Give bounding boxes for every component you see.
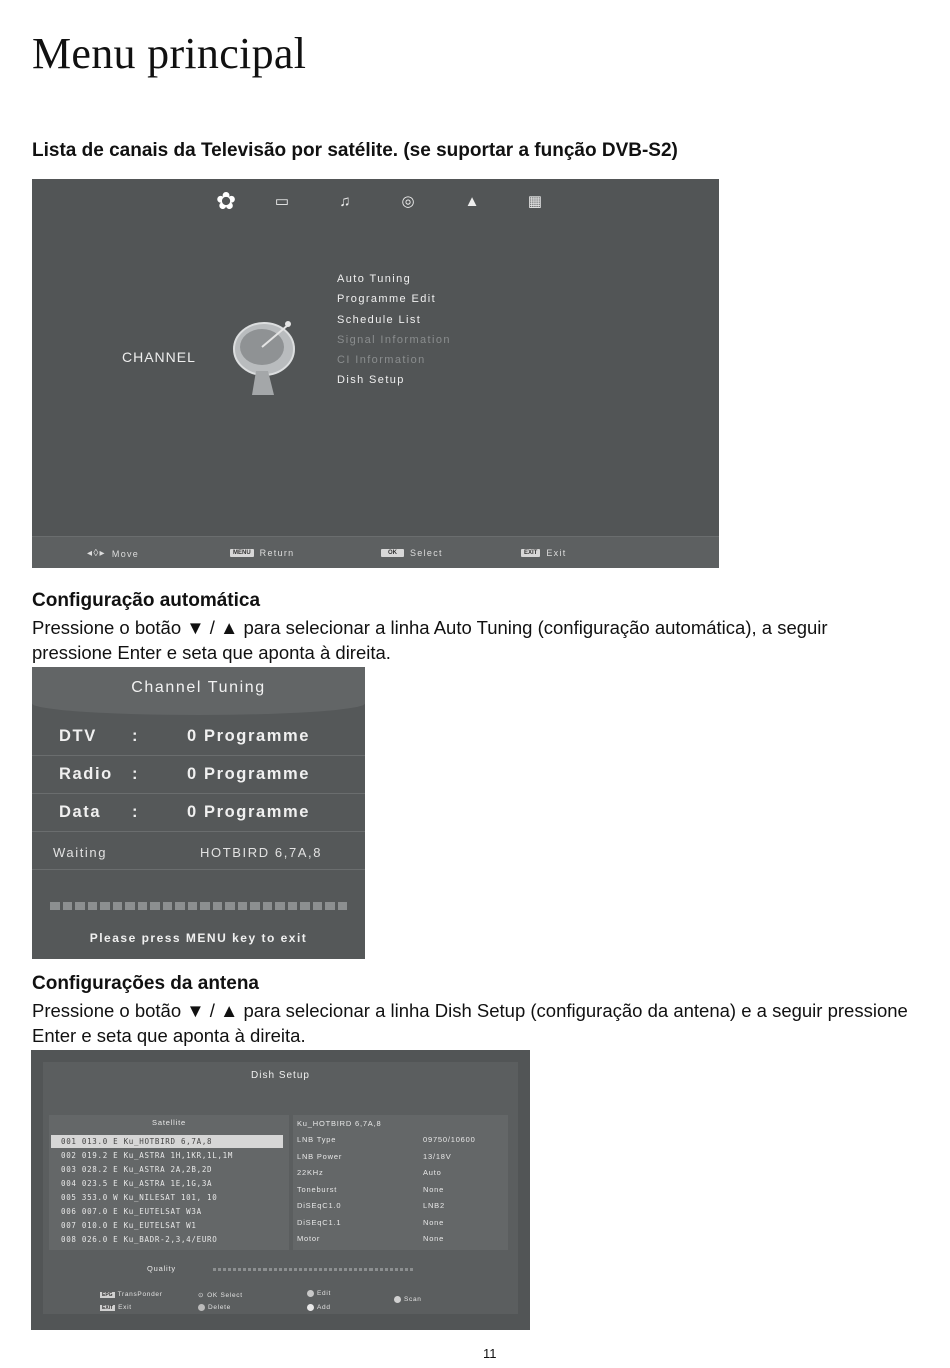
progress-segment — [213, 902, 223, 910]
quality-segment — [284, 1268, 287, 1271]
row-separator: : — [132, 765, 140, 783]
dpad-icon: ◂◊▸ — [87, 548, 106, 559]
quality-segment — [369, 1268, 372, 1271]
quality-segment — [344, 1268, 347, 1271]
param-key: Toneburst — [297, 1184, 338, 1194]
progress-segment — [150, 902, 160, 910]
param-header — [293, 1116, 508, 1132]
progress-segment — [88, 902, 98, 910]
quality-segment — [390, 1268, 393, 1271]
section-text-dish-setup: Pressione o botão ▼ / ▲ para selecionar a linha Dish Setup (configuração da antena) e a seguir pressione Enter e seta que aponta à direita. — [32, 1000, 908, 1046]
quality-segment — [304, 1268, 307, 1271]
scan-button-icon — [394, 1296, 401, 1303]
progress-segment — [138, 902, 148, 910]
section-heading-channel-list: Lista de canais da Televisão por satélite. (se suportar a função DVB-S2) — [32, 140, 678, 161]
section-heading-dish-setup: Configurações da antena — [32, 973, 259, 994]
list-item[interactable]: 005 353.0 W Ku_NILESAT 101, 10 — [61, 1193, 218, 1202]
progress-segment — [50, 902, 60, 910]
param-row[interactable] — [293, 1132, 508, 1148]
hint-add — [307, 1304, 331, 1311]
tuning-row-data — [32, 794, 365, 832]
progress-segment — [300, 902, 310, 910]
progress-segment — [63, 902, 73, 910]
quality-label: Quality — [147, 1264, 176, 1273]
quality-segment — [289, 1268, 292, 1271]
quality-segment — [294, 1268, 297, 1271]
gear-icon[interactable]: ✿ — [215, 187, 237, 215]
row-separator: : — [132, 803, 140, 821]
monitor-icon[interactable]: ▭ — [274, 193, 290, 210]
quality-segment — [400, 1268, 403, 1271]
quality-segment — [359, 1268, 362, 1271]
row-label: Data — [59, 803, 102, 821]
hint-move-label: Move — [111, 548, 140, 559]
quality-segment — [279, 1268, 282, 1271]
dish-hint-bar — [31, 1284, 530, 1330]
channel-tuning-screenshot — [32, 667, 365, 959]
exit-key-icon: EXIT — [102, 1304, 114, 1311]
quality-segment — [334, 1268, 337, 1271]
quality-segment — [223, 1268, 226, 1271]
section-text-auto-tuning: Pressione o botão ▼ / ▲ para selecionar a linha Auto Tuning (configuração automática), a seguir pressione Enter e seta que aponta à direita. — [32, 617, 828, 663]
quality-meter — [213, 1268, 413, 1271]
epg-key-icon: EPG — [102, 1291, 113, 1298]
hint-return — [230, 548, 295, 558]
hint-bar — [32, 536, 719, 568]
list-item[interactable]: 002 019.2 E Ku_ASTRA 1H,1KR,1L,1M — [61, 1151, 234, 1160]
quality-segment — [269, 1268, 272, 1271]
hint-transponder — [100, 1291, 163, 1298]
list-item[interactable]: 003 028.2 E Ku_ASTRA 2A,2B,2D — [61, 1165, 213, 1174]
progress-segment — [113, 902, 123, 910]
progress-segment — [188, 902, 198, 910]
list-item[interactable]: 008 026.0 E Ku_BADR-2,3,4/EURO — [61, 1235, 218, 1244]
quality-segment — [253, 1268, 256, 1271]
waiting-satellite: HOTBIRD 6,7A,8 — [200, 845, 323, 860]
param-value: LNB2 — [423, 1201, 445, 1210]
param-value: None — [423, 1234, 445, 1243]
quality-segment — [319, 1268, 322, 1271]
quality-segment — [324, 1268, 327, 1271]
list-item[interactable]: 006 007.0 E Ku_EUTELSAT W3A — [61, 1207, 202, 1216]
list-item[interactable]: 007 010.0 E Ku_EUTELSAT W1 — [61, 1221, 197, 1230]
list-item[interactable]: 004 023.5 E Ku_ASTRA 1E,1G,3A — [61, 1179, 213, 1188]
progress-segment — [125, 902, 135, 910]
row-label: DTV — [59, 727, 97, 745]
progress-segment — [75, 902, 85, 910]
hint-return-label: Return — [259, 548, 295, 558]
exit-instruction: Please press MENU key to exit — [89, 931, 308, 945]
tv-menu-screenshot — [32, 179, 719, 568]
hint-exit — [521, 548, 567, 558]
quality-segment — [314, 1268, 317, 1271]
quality-segment — [375, 1268, 378, 1271]
menu-item-signal-information: Signal Information — [337, 333, 451, 346]
row-value: 0 Programme — [187, 765, 311, 783]
edit-button-icon — [307, 1290, 314, 1297]
progress-segment — [313, 902, 323, 910]
menu-item-programme-edit[interactable]: Programme Edit — [337, 293, 437, 306]
progress-segment — [100, 902, 110, 910]
progress-segment — [225, 902, 235, 910]
progress-segment — [250, 902, 260, 910]
quality-segment — [405, 1268, 408, 1271]
quality-segment — [263, 1268, 266, 1271]
progress-segment — [288, 902, 298, 910]
param-key: LNB Type — [297, 1135, 337, 1144]
param-key: DiSEqC1.1 — [297, 1217, 342, 1227]
param-value: Auto — [423, 1168, 442, 1177]
exit-key-icon: EXIT — [521, 549, 540, 557]
channel-menu — [337, 269, 451, 391]
hint-move — [87, 548, 139, 559]
param-key: DiSEqC1.0 — [297, 1201, 342, 1210]
ok-key-icon: OK — [381, 549, 404, 557]
section-heading-auto-tuning: Configuração automática — [32, 590, 261, 611]
quality-segment — [364, 1268, 367, 1271]
list-item-selected[interactable]: 001 013.0 E Ku_HOTBIRD 6,7A,8 — [51, 1135, 283, 1148]
row-separator: : — [132, 727, 140, 745]
param-row[interactable] — [293, 1231, 508, 1247]
progress-segment — [175, 902, 185, 910]
ok-circle-icon: ⊙ — [198, 1292, 205, 1299]
tuning-progress-bar — [50, 902, 347, 910]
progress-segment — [200, 902, 210, 910]
row-value: 0 Programme — [187, 803, 311, 821]
quality-segment — [258, 1268, 261, 1271]
quality-segment — [339, 1268, 342, 1271]
hint-edit-label: Edit — [317, 1290, 332, 1297]
param-row[interactable] — [293, 1215, 508, 1231]
quality-segment — [385, 1268, 388, 1271]
param-value: 09750/10600 — [423, 1135, 476, 1144]
hint-delete — [198, 1304, 231, 1311]
satellite-header: Satellite — [152, 1118, 186, 1127]
category-label: CHANNEL — [122, 349, 196, 365]
waiting-label: Waiting — [53, 845, 108, 860]
quality-segment — [395, 1268, 398, 1271]
add-button-icon — [307, 1304, 314, 1311]
param-row[interactable] — [293, 1165, 508, 1181]
music-icon[interactable]: ♫ — [339, 192, 351, 210]
menu-item-schedule-list[interactable]: Schedule List — [337, 313, 422, 326]
menu-key-icon: MENU — [230, 549, 254, 557]
menu-item-auto-tuning[interactable]: Auto Tuning — [337, 273, 412, 285]
hint-exit-label: Exit — [118, 1304, 132, 1311]
quality-segment — [228, 1268, 231, 1271]
hint-select-label: Select — [410, 548, 443, 558]
quality-segment — [410, 1268, 413, 1271]
clock-icon[interactable]: ◎ — [401, 193, 415, 210]
waiting-row — [32, 834, 365, 870]
page-number: 11 — [483, 1346, 497, 1361]
lock-icon[interactable]: ▲ — [464, 192, 480, 210]
quality-segment — [218, 1268, 221, 1271]
hint-edit — [307, 1290, 331, 1297]
hint-add-label: Add — [317, 1304, 331, 1311]
quality-segment — [233, 1268, 236, 1271]
progress-segment — [325, 902, 335, 910]
quality-segment — [248, 1268, 251, 1271]
param-key: Motor — [297, 1234, 321, 1243]
hint-exit-label: Exit — [546, 548, 567, 558]
menu-category-bar — [212, 187, 552, 215]
quality-segment — [274, 1268, 277, 1271]
tuning-row-radio — [32, 756, 365, 794]
hint-scan-label: Scan — [404, 1296, 422, 1303]
hint-delete-label: Delete — [208, 1304, 231, 1311]
lnb-parameters — [293, 1115, 508, 1250]
param-key: 22KHz — [297, 1168, 324, 1177]
dish-setup-screenshot — [31, 1050, 530, 1330]
quality-segment — [329, 1268, 332, 1271]
hint-ok-select-label: OK Select — [207, 1291, 243, 1299]
quality-segment — [238, 1268, 241, 1271]
tuning-row-dtv — [32, 718, 365, 756]
progress-segment — [238, 902, 248, 910]
param-header-label: Ku_HOTBIRD 6,7A,8 — [297, 1119, 382, 1128]
param-row[interactable] — [293, 1149, 508, 1165]
delete-button-icon — [198, 1304, 205, 1311]
row-value: 0 Programme — [187, 727, 311, 745]
param-value: 13/18V — [423, 1151, 452, 1161]
page-title: Menu principal — [32, 29, 307, 78]
quality-segment — [380, 1268, 383, 1271]
param-row[interactable] — [293, 1198, 508, 1214]
menu-item-ci-information: CI Information — [337, 354, 426, 367]
row-label: Radio — [59, 765, 113, 783]
hint-scan — [394, 1296, 422, 1303]
grid-icon[interactable]: ▦ — [527, 193, 543, 210]
quality-segment — [354, 1268, 357, 1271]
hint-ok-select — [198, 1291, 243, 1299]
hint-select — [381, 548, 443, 558]
progress-segment — [263, 902, 273, 910]
progress-segment — [275, 902, 285, 910]
quality-segment — [213, 1268, 216, 1271]
satellite-dish-icon — [228, 315, 302, 397]
tuning-title: Channel Tuning — [131, 679, 266, 696]
quality-segment — [349, 1268, 352, 1271]
quality-segment — [299, 1268, 302, 1271]
hint-exit — [100, 1304, 132, 1311]
quality-segment — [309, 1268, 312, 1271]
quality-segment — [243, 1268, 246, 1271]
param-key: LNB Power — [297, 1151, 343, 1161]
param-value: None — [423, 1184, 445, 1194]
satellite-list — [49, 1115, 289, 1250]
hint-transponder-label: TransPonder — [117, 1291, 163, 1298]
menu-item-dish-setup[interactable]: Dish Setup — [337, 374, 405, 387]
param-value: None — [423, 1217, 445, 1227]
dish-setup-title: Dish Setup — [251, 1070, 310, 1081]
progress-segment — [163, 902, 173, 910]
param-row[interactable] — [293, 1182, 508, 1198]
progress-segment — [338, 902, 348, 910]
